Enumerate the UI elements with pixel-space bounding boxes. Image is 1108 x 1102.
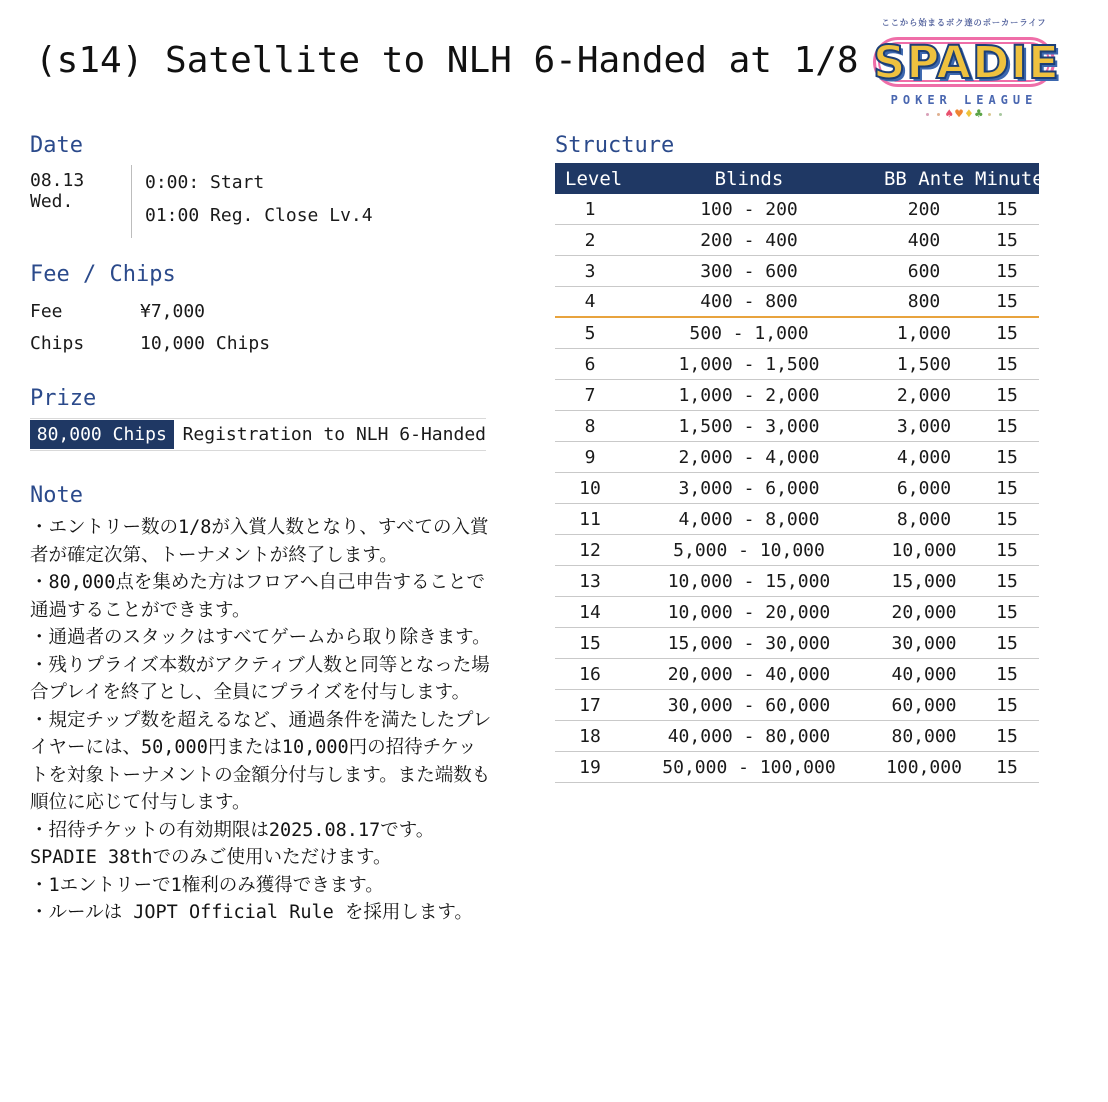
structure-row [555, 535, 1039, 566]
prize-row [30, 418, 486, 451]
note-bullet: ・1エントリーで1権利のみ獲得できます。 [30, 874, 384, 896]
cell-minutes: 15 [996, 632, 1018, 654]
cell-minutes: 15 [996, 601, 1018, 623]
cell-blinds: 15,000 - 30,000 [667, 632, 831, 654]
note-heading: Note [30, 483, 83, 508]
cell-bb-ante: 40,000 [891, 663, 957, 685]
structure-row [555, 566, 1039, 597]
cell-minutes: 15 [996, 725, 1018, 747]
page-title: (s14) Satellite to NLH 6-Handed at 1/8 [35, 40, 859, 81]
cell-level: 14 [579, 601, 601, 623]
column-header-bb-ante: BB Ante [883, 167, 965, 190]
cell-blinds: 20,000 - 40,000 [667, 663, 831, 685]
cell-bb-ante: 8,000 [896, 508, 952, 530]
note-bullet: ・招待チケットの有効期限は2025.08.17です。SPADIE 38thでのみご使用いただけます。 [30, 819, 435, 868]
cell-bb-ante: 6,000 [896, 477, 952, 499]
note-bullet: ・80,000点を集めた方はフロアへ自己申告することで通過することができます。 [30, 572, 485, 621]
cell-blinds: 10,000 - 15,000 [667, 570, 831, 592]
fee-chips-section [30, 262, 486, 359]
cell-bb-ante: 80,000 [891, 725, 957, 747]
structure-row [555, 442, 1039, 473]
structure-row [555, 318, 1039, 349]
fee-row [30, 295, 486, 327]
cell-blinds: 300 - 600 [700, 260, 798, 282]
decor-dot [999, 113, 1002, 116]
heart-icon: ♥ [955, 107, 963, 122]
structure-row [555, 194, 1039, 225]
cell-level: 11 [579, 508, 601, 530]
structure-table-header [555, 163, 1056, 194]
prize-section [30, 386, 486, 451]
cell-bb-ante: 20,000 [891, 601, 957, 623]
cell-blinds: 40,000 - 80,000 [667, 725, 831, 747]
cell-blinds: 5,000 - 10,000 [673, 539, 825, 561]
spadie-logo [873, 16, 1060, 122]
column-header-level: Level [565, 167, 623, 190]
note-bullet: ・ルールは JOPT Official Rule を採用します。 [30, 902, 473, 923]
cell-bb-ante: 3,000 [896, 415, 952, 437]
structure-table [555, 163, 1056, 783]
cell-minutes: 15 [996, 291, 1018, 312]
cell-bb-ante: 4,000 [896, 446, 952, 468]
note-bullet: ・残りプライズ本数がアクティブ人数と同等となった場合プレイを終了とし、全員にプライズを付与します。 [30, 654, 490, 703]
cell-level: 4 [584, 291, 596, 312]
cell-bb-ante: 10,000 [891, 539, 957, 561]
cell-minutes: 15 [996, 694, 1018, 716]
fee-row [30, 327, 486, 359]
cell-level: 15 [579, 632, 601, 654]
date-heading: Date [30, 133, 83, 158]
cell-blinds: 200 - 400 [700, 229, 798, 251]
cell-bb-ante: 1,000 [896, 322, 952, 344]
cell-blinds: 400 - 800 [700, 291, 798, 312]
schedule-list [131, 165, 373, 238]
cell-level: 7 [584, 384, 596, 406]
structure-row [555, 721, 1039, 752]
cell-bb-ante: 600 [907, 260, 941, 282]
column-header-blinds: Blinds [714, 167, 784, 190]
prize-description: Registration to NLH 6-Handed [182, 424, 486, 445]
cell-minutes: 15 [996, 446, 1018, 468]
cell-level: 19 [579, 756, 601, 778]
cell-minutes: 15 [996, 198, 1018, 220]
fee-heading: Fee / Chips [30, 262, 176, 287]
logo-pill [873, 33, 1060, 91]
prize-heading: Prize [30, 386, 97, 411]
fee-rows [30, 295, 486, 359]
logo-subtitle: POKER LEAGUE [890, 93, 1038, 107]
cell-minutes: 15 [996, 322, 1018, 344]
logo-suit-row [873, 108, 1055, 121]
date-section [30, 133, 486, 238]
structure-row [555, 752, 1039, 783]
structure-table-body [555, 194, 1039, 783]
cell-level: 12 [579, 539, 601, 561]
cell-minutes: 15 [996, 477, 1018, 499]
cell-level: 8 [584, 415, 596, 437]
cell-blinds: 3,000 - 6,000 [678, 477, 820, 499]
structure-row [555, 628, 1039, 659]
cell-level: 16 [579, 663, 601, 685]
cell-blinds: 1,000 - 1,500 [678, 353, 820, 375]
schedule-reg-close: 01:00 Reg. Close Lv.4 [145, 205, 373, 226]
cell-bb-ante: 800 [907, 291, 941, 312]
cell-bb-ante: 60,000 [891, 694, 957, 716]
cell-level: 9 [584, 446, 596, 468]
cell-minutes: 15 [996, 229, 1018, 251]
cell-level: 17 [579, 694, 601, 716]
cell-blinds: 500 - 1,000 [689, 322, 809, 344]
structure-row [555, 473, 1039, 504]
fee-row-value: ¥7,000 [140, 300, 206, 322]
decor-dot [937, 113, 940, 116]
cell-bb-ante: 2,000 [896, 384, 952, 406]
cell-blinds: 1,000 - 2,000 [678, 384, 820, 406]
cell-bb-ante: 100,000 [886, 756, 962, 778]
structure-row [555, 504, 1039, 535]
structure-row [555, 349, 1039, 380]
spade-icon: ♠ [945, 107, 954, 122]
structure-row [555, 659, 1039, 690]
note-bullet: ・通過者のスタックはすべてゲームから取り除きます。 [30, 627, 491, 648]
cell-minutes: 15 [996, 260, 1018, 282]
cell-minutes: 15 [996, 539, 1018, 561]
cell-level: 6 [584, 353, 596, 375]
cell-level: 5 [584, 322, 596, 344]
note-section [30, 483, 494, 927]
structure-row [555, 411, 1039, 442]
cell-blinds: 100 - 200 [700, 198, 798, 220]
diamond-icon: ♦ [965, 107, 973, 122]
structure-row [555, 380, 1039, 411]
structure-heading: Structure [555, 133, 675, 158]
cell-bb-ante: 400 [907, 229, 941, 251]
fee-row-value: 10,000 Chips [140, 332, 271, 354]
structure-row [555, 225, 1039, 256]
structure-row [555, 690, 1039, 721]
note-bullet: ・規定チップ数を超えるなど、通過条件を満たしたプレイヤーには、50,000円または10,000円の招待チケットを対象トーナメントの金額分付与します。また端数も順位に応じて付与します。 [30, 709, 492, 813]
cell-blinds: 1,500 - 3,000 [678, 415, 820, 437]
cell-minutes: 15 [996, 663, 1018, 685]
schedule-start: 0:00: Start [145, 172, 265, 193]
cell-bb-ante: 15,000 [891, 570, 957, 592]
club-icon: ♣ [974, 107, 983, 122]
cell-blinds: 30,000 - 60,000 [667, 694, 831, 716]
cell-level: 10 [579, 477, 601, 499]
cell-blinds: 2,000 - 4,000 [678, 446, 820, 468]
cell-bb-ante: 30,000 [891, 632, 957, 654]
cell-level: 1 [584, 198, 596, 220]
cell-blinds: 50,000 - 100,000 [662, 756, 836, 778]
cell-minutes: 15 [996, 384, 1018, 406]
cell-minutes: 15 [996, 570, 1018, 592]
structure-row [555, 256, 1039, 287]
cell-minutes: 15 [996, 415, 1018, 437]
cell-blinds: 10,000 - 20,000 [667, 601, 831, 623]
structure-section [555, 133, 1056, 783]
logo-brand-text: SPADIE [873, 36, 1060, 89]
cell-level: 18 [579, 725, 601, 747]
cell-minutes: 15 [996, 508, 1018, 530]
column-header-minutes: Minutes [975, 167, 1056, 190]
cell-minutes: 15 [996, 756, 1018, 778]
decor-dot [926, 113, 929, 116]
cell-level: 2 [584, 229, 596, 251]
structure-row [555, 287, 1039, 318]
fee-row-label: Fee [30, 300, 63, 322]
cell-blinds: 4,000 - 8,000 [678, 508, 820, 530]
note-bullet: ・エントリー数の1/8が入賞人数となり、すべての入賞者が確定次第、トーナメントが終了します。 [30, 517, 489, 566]
structure-row [555, 597, 1039, 628]
cell-bb-ante: 200 [907, 198, 941, 220]
prize-amount-badge: 80,000 Chips [30, 420, 174, 449]
cell-minutes: 15 [996, 353, 1018, 375]
note-list [30, 514, 494, 927]
date-body [30, 165, 486, 238]
decor-dot [988, 113, 991, 116]
date-value: 08.13 Wed. [30, 170, 85, 212]
fee-row-label: Chips [30, 332, 85, 354]
cell-bb-ante: 1,500 [896, 353, 952, 375]
cell-level: 13 [579, 570, 601, 592]
cell-level: 3 [584, 260, 596, 282]
logo-tagline: ここから始まるボク達のポーカーライフ [881, 19, 1047, 29]
